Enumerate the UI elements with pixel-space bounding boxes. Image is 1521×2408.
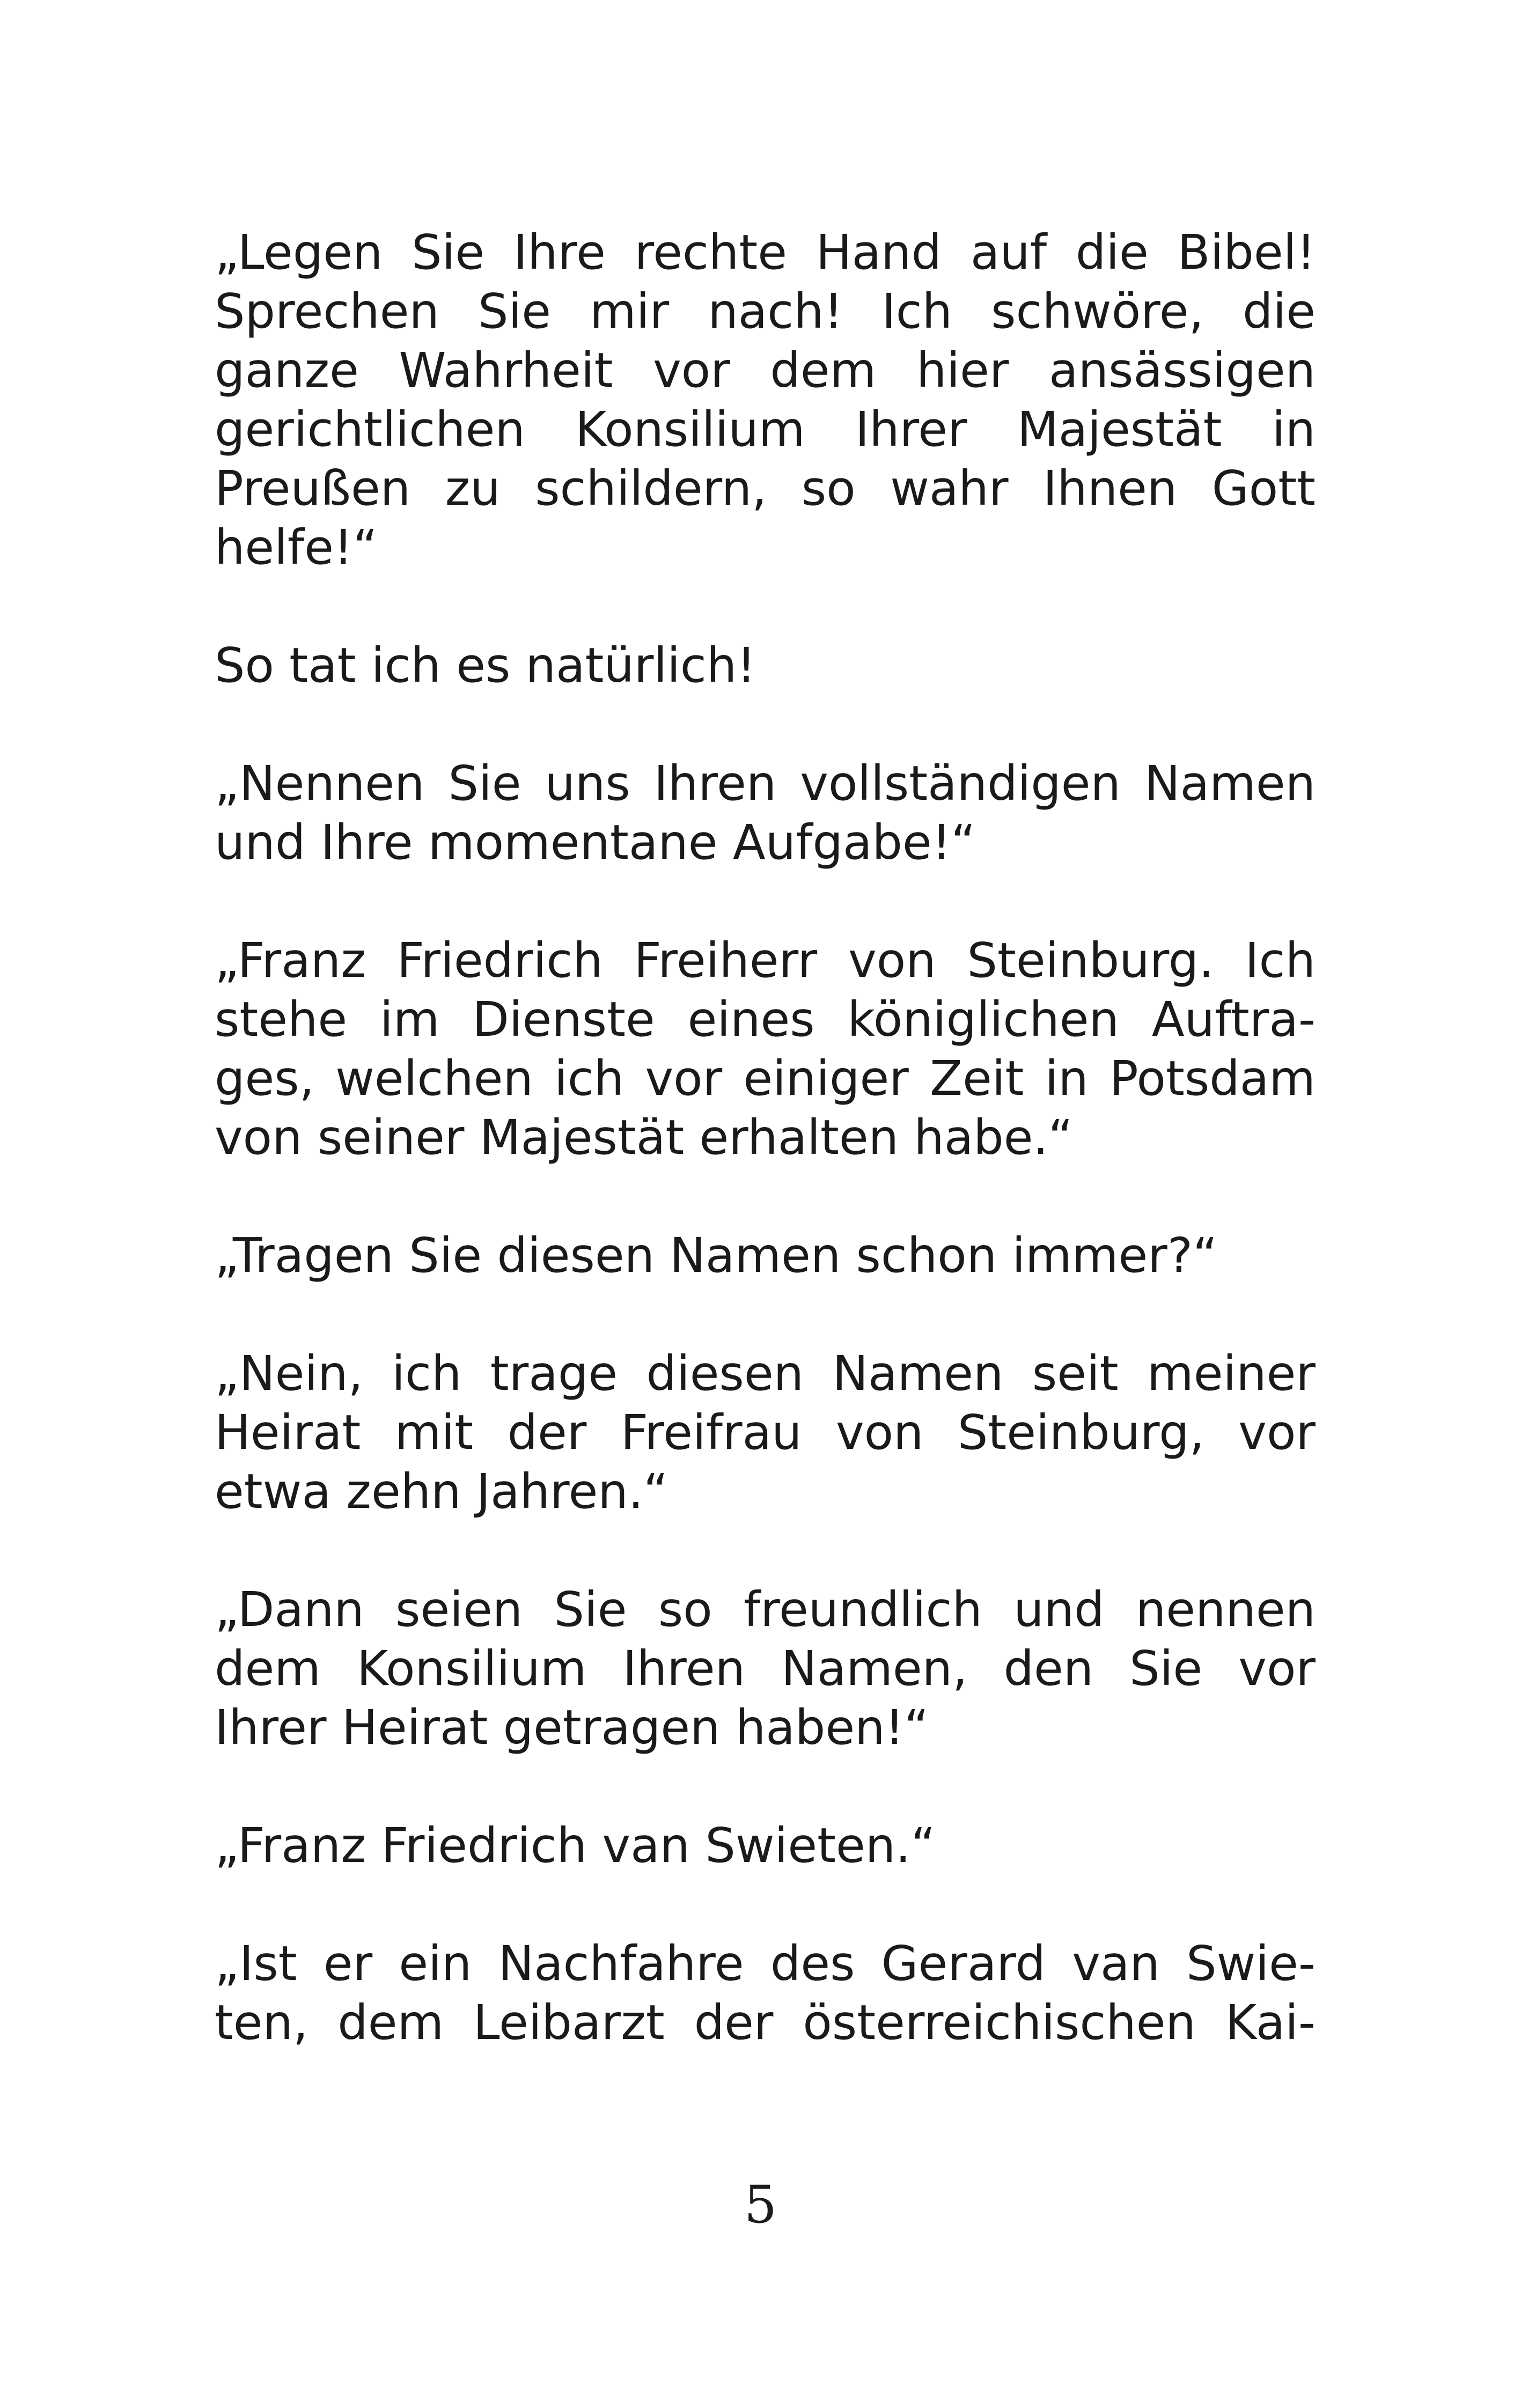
- text-line: „Legen Sie Ihre rechte Hand auf die Bibel!: [215, 224, 1316, 280]
- text-line: „Nennen Sie uns Ihren vollständigen Namen: [215, 755, 1316, 811]
- paragraph: [215, 223, 1316, 577]
- text-line: ganze Wahrheit vor dem hier ansässigen: [215, 342, 1316, 398]
- text-line: „Ist er ein Nachfahre des Gerard van Swie-: [215, 1935, 1316, 1991]
- text-line: etwa zehn Jahren.“: [215, 1463, 668, 1519]
- text-line: und Ihre momentane Aufgabe!“: [215, 814, 976, 870]
- text-line: So tat ich es natürlich!: [215, 637, 756, 693]
- text-line: „Franz Friedrich Freiherr von Steinburg. Ich: [215, 932, 1316, 988]
- text-line: „Franz Friedrich van Swieten.“: [215, 1817, 936, 1873]
- text-line: helfe!“: [215, 519, 378, 575]
- text-line: ges, welchen ich vor einiger Zeit in Potsdam: [215, 1050, 1316, 1106]
- body-text: [215, 223, 1316, 2052]
- text-line: gerichtlichen Konsilium Ihrer Majestät in: [215, 401, 1316, 457]
- paragraph: [215, 1816, 1316, 1875]
- page-number: 5: [744, 2175, 777, 2235]
- text-line: „Tragen Sie diesen Namen schon immer?“: [215, 1227, 1218, 1283]
- paragraph: [215, 636, 1316, 695]
- text-line: dem Konsilium Ihren Namen, den Sie vor: [215, 1640, 1316, 1696]
- paragraph: [215, 754, 1316, 872]
- text-line: Ihrer Heirat getragen haben!“: [215, 1699, 929, 1755]
- paragraph: [215, 1344, 1316, 1521]
- text-line: „Nein, ich trage diesen Namen seit meiner: [215, 1345, 1316, 1401]
- text-line: Heirat mit der Freifrau von Steinburg, vor: [215, 1404, 1316, 1460]
- paragraph: [215, 931, 1316, 1167]
- paragraph: [215, 1226, 1316, 1285]
- text-line: von seiner Majestät erhalten habe.“: [215, 1109, 1073, 1165]
- text-line: stehe im Dienste eines königlichen Auftra-: [215, 991, 1316, 1047]
- paragraph: [215, 1580, 1316, 1757]
- text-line: ten, dem Leibarzt der österreichischen Kai-: [215, 1994, 1316, 2050]
- text-line: Preußen zu schildern, so wahr Ihnen Gott: [215, 460, 1316, 516]
- paragraph: [215, 1934, 1316, 2052]
- text-line: „Dann seien Sie so freundlich und nennen: [215, 1581, 1316, 1637]
- text-line: Sprechen Sie mir nach! Ich schwöre, die: [215, 283, 1316, 339]
